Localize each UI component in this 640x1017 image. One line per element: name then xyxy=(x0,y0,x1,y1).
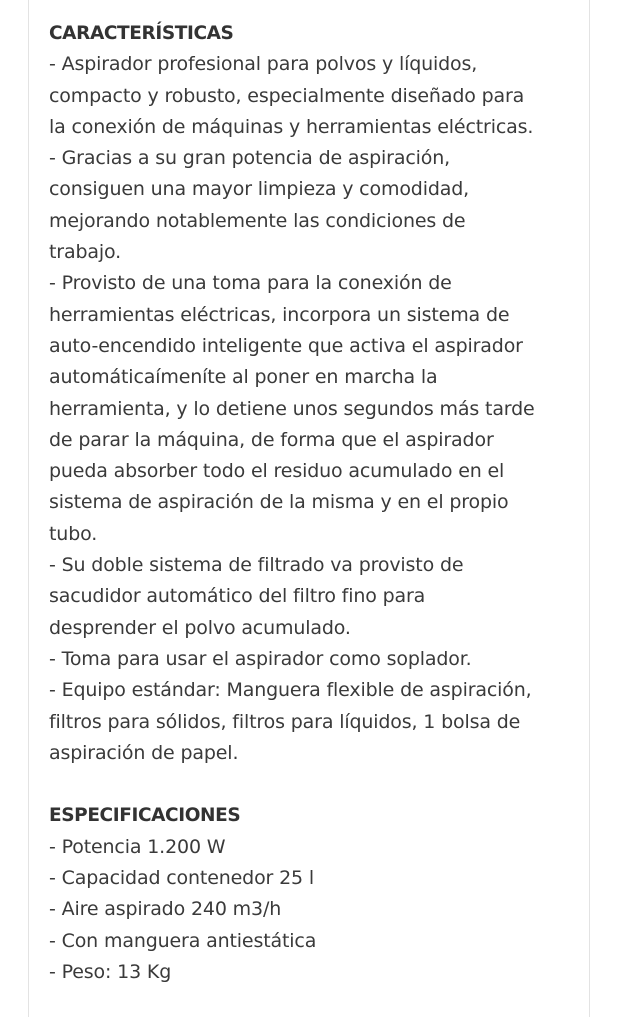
product-description-card xyxy=(28,0,590,1017)
features-line: herramientas eléctricas, incorpora un sistema de xyxy=(49,303,510,326)
features-heading: CARACTERÍSTICAS xyxy=(49,23,234,44)
section-spacer xyxy=(49,769,584,800)
features-line: trabajo. xyxy=(49,241,122,264)
features-line: - Toma para usar el aspirador como soplador. xyxy=(49,647,472,670)
features-line: la conexión de máquinas y herramientas eléctricas. xyxy=(49,115,534,138)
specifications-list xyxy=(49,832,584,988)
features-line: desprender el polvo acumulado. xyxy=(49,616,351,639)
features-line: consiguen una mayor limpieza y comodidad, xyxy=(49,178,470,201)
spec-line: - Capacidad contenedor 25 l xyxy=(49,867,315,890)
features-list xyxy=(49,49,584,769)
features-line: - Su doble sistema de filtrado va provisto de xyxy=(49,554,464,577)
features-line: mejorando notablemente las condiciones de xyxy=(49,209,466,232)
features-line: sistema de aspiración de la misma y en el propio xyxy=(49,491,509,514)
features-line: aspiración de papel. xyxy=(49,741,239,764)
features-line: automáticaímeníte al poner en marcha la xyxy=(49,366,438,389)
spec-line: - Peso: 13 Kg xyxy=(49,960,172,983)
features-line: filtros para sólidos, filtros para líquidos, 1 bolsa de xyxy=(49,710,521,733)
product-description-text xyxy=(49,18,584,988)
features-line: - Equipo estándar: Manguera flexible de aspiración, xyxy=(49,679,532,702)
features-line: tubo. xyxy=(49,522,98,545)
features-line: - Gracias a su gran potencia de aspiración, xyxy=(49,147,451,170)
specifications-heading: ESPECIFICACIONES xyxy=(49,805,241,827)
features-line: de parar la máquina, de forma que el aspirador xyxy=(49,428,494,451)
features-line: herramienta, y lo detiene unos segundos más tarde xyxy=(49,397,535,420)
features-line: - Aspirador profesional para polvos y líquidos, xyxy=(49,53,478,76)
spec-line: - Con manguera antiestática xyxy=(49,929,317,952)
features-line: - Provisto de una toma para la conexión de xyxy=(49,272,452,295)
features-line: pueda absorber todo el residuo acumulado en el xyxy=(49,460,505,483)
features-line: compacto y robusto, especialmente diseñado para xyxy=(49,84,525,107)
spec-line: - Potencia 1.200 W xyxy=(49,835,226,858)
features-line: sacudidor automático del filtro fino para xyxy=(49,585,426,608)
spec-line: - Aire aspirado 240 m3/h xyxy=(49,898,282,921)
features-line: auto-encendido inteligente que activa el aspirador xyxy=(49,334,523,357)
